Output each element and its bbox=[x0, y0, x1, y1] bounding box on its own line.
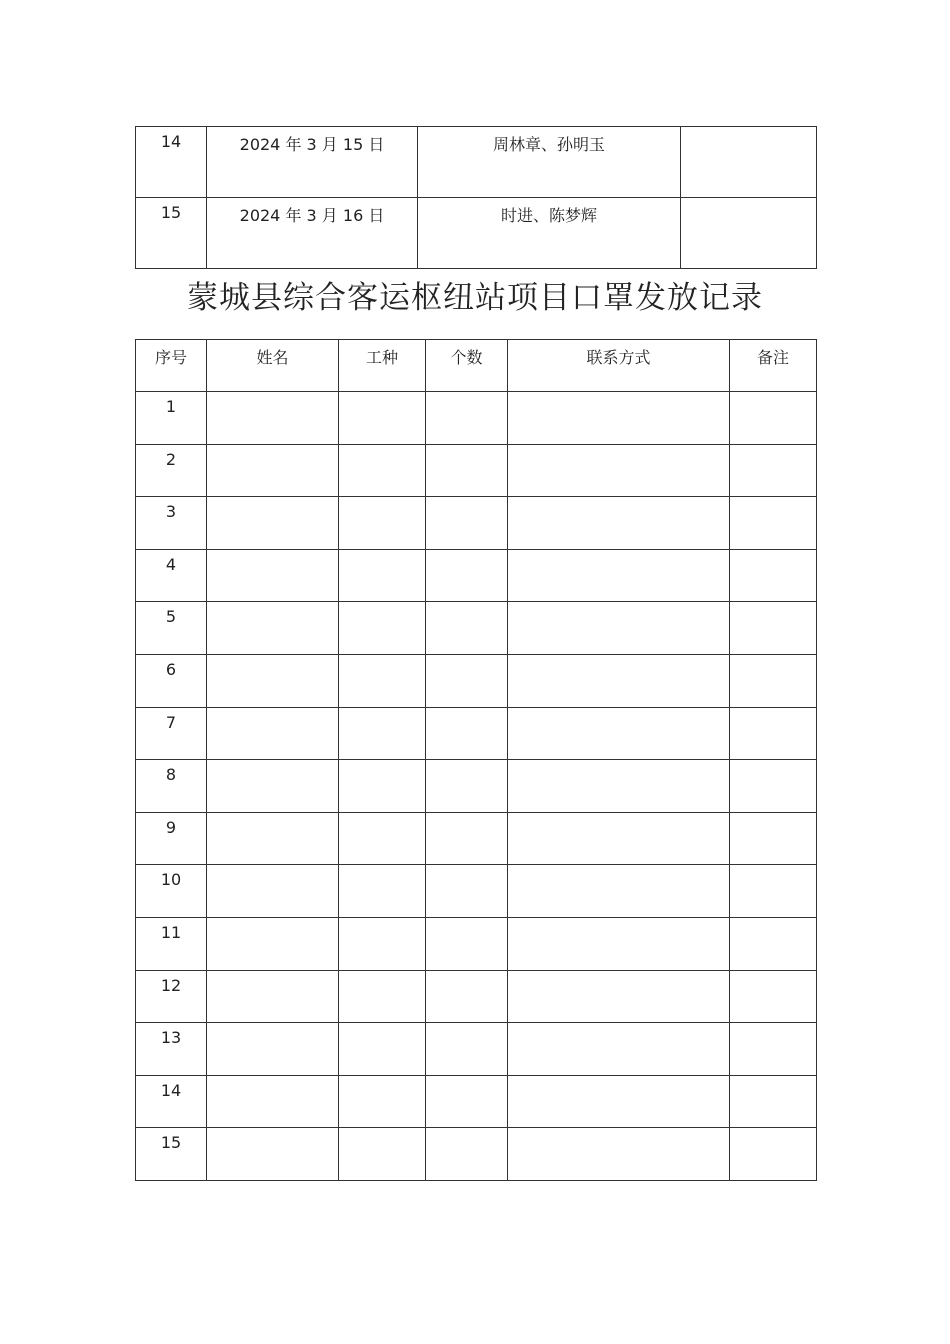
cell-trade bbox=[339, 707, 426, 760]
cell-trade bbox=[339, 444, 426, 497]
table-row bbox=[136, 549, 817, 602]
table-row bbox=[136, 865, 817, 918]
cell-contact bbox=[508, 707, 730, 760]
cell-index: 15 bbox=[136, 1128, 207, 1181]
table-row bbox=[136, 917, 817, 970]
header-remark: 备注 bbox=[730, 340, 817, 392]
row-note bbox=[681, 198, 817, 269]
cell-count bbox=[426, 865, 508, 918]
cell-remark bbox=[730, 1128, 817, 1181]
table-row bbox=[136, 198, 817, 269]
table-row bbox=[136, 127, 817, 198]
cell-remark bbox=[730, 549, 817, 602]
cell-trade bbox=[339, 970, 426, 1023]
mask-table-body bbox=[136, 392, 817, 1181]
cell-trade bbox=[339, 917, 426, 970]
cell-count bbox=[426, 392, 508, 445]
cell-remark bbox=[730, 760, 817, 813]
cell-count bbox=[426, 760, 508, 813]
cell-count bbox=[426, 549, 508, 602]
mask-distribution-table bbox=[135, 339, 817, 1181]
cell-trade bbox=[339, 654, 426, 707]
row-date: 2024 年 3 月 15 日 bbox=[207, 127, 418, 198]
row-index: 14 bbox=[136, 127, 207, 198]
cell-count bbox=[426, 1128, 508, 1181]
cell-trade bbox=[339, 549, 426, 602]
row-names: 时进、陈梦辉 bbox=[418, 198, 681, 269]
cell-name bbox=[207, 760, 339, 813]
table-row bbox=[136, 707, 817, 760]
cell-name bbox=[207, 602, 339, 655]
cell-remark bbox=[730, 970, 817, 1023]
cell-count bbox=[426, 497, 508, 550]
table-row bbox=[136, 654, 817, 707]
cell-name bbox=[207, 444, 339, 497]
cell-remark bbox=[730, 1075, 817, 1128]
cell-name bbox=[207, 654, 339, 707]
cell-remark bbox=[730, 865, 817, 918]
cell-trade bbox=[339, 497, 426, 550]
cell-name bbox=[207, 549, 339, 602]
cell-contact bbox=[508, 1075, 730, 1128]
cell-contact bbox=[508, 392, 730, 445]
cell-contact bbox=[508, 760, 730, 813]
cell-contact bbox=[508, 602, 730, 655]
cell-contact bbox=[508, 497, 730, 550]
cell-count bbox=[426, 1075, 508, 1128]
cell-count bbox=[426, 1023, 508, 1076]
table-row bbox=[136, 1128, 817, 1181]
row-note bbox=[681, 127, 817, 198]
cell-index: 9 bbox=[136, 812, 207, 865]
cell-trade bbox=[339, 1023, 426, 1076]
cell-remark bbox=[730, 497, 817, 550]
header-index: 序号 bbox=[136, 340, 207, 392]
cell-contact bbox=[508, 1128, 730, 1181]
cell-contact bbox=[508, 654, 730, 707]
table-row bbox=[136, 497, 817, 550]
previous-record-table bbox=[135, 126, 817, 269]
row-date: 2024 年 3 月 16 日 bbox=[207, 198, 418, 269]
cell-index: 10 bbox=[136, 865, 207, 918]
cell-contact bbox=[508, 917, 730, 970]
cell-remark bbox=[730, 654, 817, 707]
table-header-row bbox=[136, 340, 817, 392]
header-name: 姓名 bbox=[207, 340, 339, 392]
cell-trade bbox=[339, 392, 426, 445]
cell-count bbox=[426, 654, 508, 707]
cell-name bbox=[207, 392, 339, 445]
cell-contact bbox=[508, 1023, 730, 1076]
cell-trade bbox=[339, 760, 426, 813]
cell-count bbox=[426, 812, 508, 865]
cell-count bbox=[426, 917, 508, 970]
cell-count bbox=[426, 707, 508, 760]
cell-index: 2 bbox=[136, 444, 207, 497]
table-row bbox=[136, 602, 817, 655]
cell-index: 7 bbox=[136, 707, 207, 760]
cell-remark bbox=[730, 392, 817, 445]
cell-contact bbox=[508, 444, 730, 497]
cell-index: 4 bbox=[136, 549, 207, 602]
cell-name bbox=[207, 865, 339, 918]
cell-name bbox=[207, 1075, 339, 1128]
table-row bbox=[136, 970, 817, 1023]
cell-trade bbox=[339, 1128, 426, 1181]
cell-trade bbox=[339, 1075, 426, 1128]
row-names: 周林章、孙明玉 bbox=[418, 127, 681, 198]
cell-name bbox=[207, 1023, 339, 1076]
table-row bbox=[136, 812, 817, 865]
cell-remark bbox=[730, 812, 817, 865]
table-row bbox=[136, 1075, 817, 1128]
cell-index: 5 bbox=[136, 602, 207, 655]
cell-index: 14 bbox=[136, 1075, 207, 1128]
cell-count bbox=[426, 602, 508, 655]
row-index: 15 bbox=[136, 198, 207, 269]
cell-contact bbox=[508, 970, 730, 1023]
cell-name bbox=[207, 497, 339, 550]
header-count: 个数 bbox=[426, 340, 508, 392]
cell-trade bbox=[339, 812, 426, 865]
cell-trade bbox=[339, 865, 426, 918]
cell-name bbox=[207, 970, 339, 1023]
cell-index: 11 bbox=[136, 917, 207, 970]
cell-index: 13 bbox=[136, 1023, 207, 1076]
cell-remark bbox=[730, 1023, 817, 1076]
cell-remark bbox=[730, 917, 817, 970]
cell-name bbox=[207, 917, 339, 970]
table-row bbox=[136, 392, 817, 445]
cell-remark bbox=[730, 707, 817, 760]
cell-index: 6 bbox=[136, 654, 207, 707]
cell-contact bbox=[508, 865, 730, 918]
cell-contact bbox=[508, 549, 730, 602]
table-row bbox=[136, 444, 817, 497]
header-contact: 联系方式 bbox=[508, 340, 730, 392]
cell-name bbox=[207, 812, 339, 865]
page-title: 蒙城县综合客运枢纽站项目口罩发放记录 bbox=[187, 280, 763, 316]
cell-remark bbox=[730, 444, 817, 497]
cell-count bbox=[426, 970, 508, 1023]
cell-index: 3 bbox=[136, 497, 207, 550]
cell-count bbox=[426, 444, 508, 497]
cell-name bbox=[207, 707, 339, 760]
cell-trade bbox=[339, 602, 426, 655]
cell-name bbox=[207, 1128, 339, 1181]
table-row bbox=[136, 1023, 817, 1076]
cell-remark bbox=[730, 602, 817, 655]
cell-index: 1 bbox=[136, 392, 207, 445]
cell-index: 12 bbox=[136, 970, 207, 1023]
table-row bbox=[136, 760, 817, 813]
cell-contact bbox=[508, 812, 730, 865]
cell-index: 8 bbox=[136, 760, 207, 813]
header-trade: 工种 bbox=[339, 340, 426, 392]
